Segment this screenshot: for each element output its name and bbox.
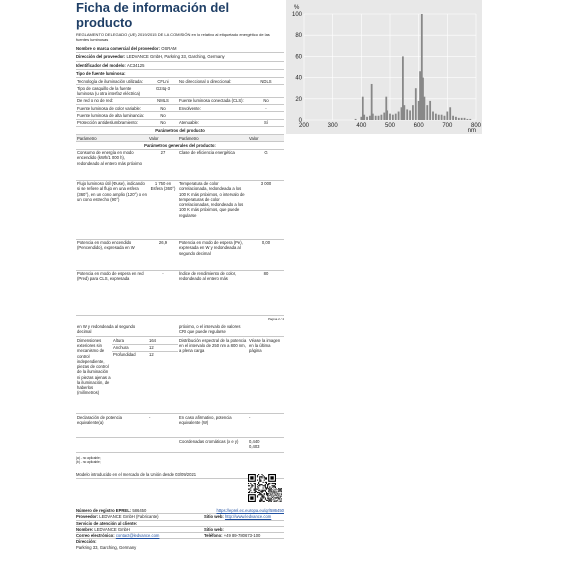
spectrum-bar — [461, 118, 463, 120]
spectrum-bar — [469, 119, 471, 120]
product-params-table — [76, 150, 284, 316]
spectrum-bar — [424, 97, 426, 120]
type-row-label: Tipo de casquillo de la fuente luminosa (u otra interfaz eléctrica) — [77, 85, 141, 96]
eprel-link[interactable]: https://eprel.ec.europa.eu/qr/586450 — [216, 508, 284, 513]
dimension-value: 12 — [149, 352, 154, 358]
model-row — [76, 62, 284, 70]
param-value-2: G — [264, 150, 268, 155]
provider-label: Proveedor: — [76, 514, 99, 520]
dimension-row — [112, 352, 178, 358]
type-row-value: CFLni — [157, 78, 169, 84]
spectrum-bar — [369, 116, 371, 120]
spectrum-bar — [458, 118, 460, 120]
type-row — [76, 98, 284, 105]
page-number: Página 2 / 4 — [267, 316, 284, 321]
spectrum-bar — [441, 115, 443, 120]
spectrum-bar — [409, 110, 411, 120]
spectrum-bar — [366, 117, 368, 120]
eprel-value: 586450 — [132, 508, 147, 513]
chromaticity-values — [248, 438, 284, 452]
y-tick-label: 20 — [295, 96, 302, 103]
dimension-name: Altura — [113, 337, 124, 343]
x-tick-label: 200 — [298, 123, 310, 129]
param-value: 27 — [160, 150, 166, 155]
x-tick-label: 500 — [384, 123, 396, 129]
type-row-label: De red o no de red: — [77, 98, 114, 104]
type-row-value-2: - — [265, 105, 267, 111]
footnotes — [76, 456, 284, 464]
market-intro: Modelo introducido en el mercado de la Unión desde 03/09/2021 — [76, 472, 284, 479]
col-value-1: Valor — [149, 135, 159, 141]
type-row-label: Tecnología de iluminación utilizada: — [77, 78, 143, 84]
spectrum-bar — [378, 116, 380, 120]
x-tick-label: 700 — [442, 123, 453, 129]
type-row-label-2: Atenuable: — [179, 120, 200, 125]
spectrum-bar — [392, 115, 394, 120]
param-row — [76, 240, 284, 271]
param-label: Potencia en modo de espera en red (Pred) para CLS, expresada — [77, 271, 144, 282]
type-row-label-2: No direccional o direccional: — [179, 78, 232, 84]
supplier-brand-row — [76, 45, 284, 53]
declaration-row — [76, 414, 284, 438]
spectrum-bar — [435, 114, 437, 120]
type-row-value: No — [160, 112, 166, 118]
phone-label: Teléfono: — [204, 533, 223, 538]
y-tick-label: 100 — [291, 12, 302, 18]
address-value: LEDVANCE GmbH, Parkring 33, Garching, Germany — [126, 54, 225, 60]
x-tick-label: 600 — [413, 123, 424, 129]
product-info-sheet — [76, 0, 284, 550]
spectral-chart — [286, 0, 482, 134]
email-label: Correo electrónico: — [76, 533, 115, 538]
type-row-value: G24q-3 — [156, 85, 170, 91]
address-label-footer: Dirección: — [76, 539, 97, 545]
chromaticity-row — [76, 438, 284, 453]
spectrum-bar — [426, 105, 428, 120]
continued-row — [76, 323, 284, 337]
customer-service-label: Servicio de atención al cliente: — [76, 521, 284, 527]
y-tick-label: 60 — [295, 54, 302, 61]
dimension-value: 164 — [149, 337, 156, 343]
y-axis-unit-label: % — [294, 5, 300, 11]
light-source-type-row — [76, 70, 284, 78]
spectrum-bar — [464, 118, 466, 120]
type-row-label-2 — [178, 85, 248, 97]
spectrum-bar — [438, 115, 440, 120]
continued-right-value — [248, 323, 284, 336]
chromaticity-empty-value — [148, 438, 178, 452]
regulation-text: REGLAMENTO DELEGADO (UE) 2019/2015 DE LA COMISIÓN en lo relativo al etiquetado energético de las fuentes luminosas — [76, 32, 270, 42]
website-label: Sitio web: — [204, 514, 224, 520]
qr-code-small[interactable] — [268, 488, 282, 502]
address-label: Dirección del proveedor: — [76, 54, 126, 60]
spectrum-bar — [386, 110, 388, 120]
continued-left: en W y redondeada al segundo decimal — [77, 323, 136, 334]
model-value: AC34125 — [126, 62, 145, 68]
general-params-title — [76, 142, 284, 149]
param-label-2: Clase de eficiencia energética — [179, 150, 235, 155]
type-row — [76, 112, 284, 119]
spectrum-bar — [375, 116, 377, 120]
type-row — [76, 120, 284, 127]
declaration-value: - — [149, 414, 151, 420]
dimension-value: 12 — [149, 345, 154, 350]
general-params-text: Parámetros generales del producto: — [144, 142, 216, 148]
brand-value: OSRAM — [161, 46, 177, 51]
footnote-a: (a) - no aplicable; — [76, 456, 101, 461]
spectrum-bar — [398, 112, 400, 120]
param-value-2: 80 — [263, 271, 269, 276]
x-tick-label: 800 — [470, 123, 482, 129]
spectrum-bar — [395, 114, 397, 120]
dimensions-label: Dimensiones exteriores sin mecanismo de control independiente, piezas de control de la iluminación ni piezas ajenas a la iluminación, de haberlos (milímetros) — [77, 337, 111, 396]
x-tick-label: 400 — [356, 123, 367, 129]
chromaticity-label: Coordenadas cromáticas (x e y) — [179, 438, 239, 444]
phone-value: +49 89-780673-100 — [223, 533, 261, 538]
spectrum-bar — [444, 116, 446, 120]
continued-left-value — [148, 323, 178, 336]
continued-right: próximo, o el intervalo de valores CRI que puede regularse — [179, 323, 241, 334]
footnote-b: (b) - no aplicable; — [76, 460, 101, 465]
param-value: 26,9 — [158, 240, 168, 245]
y-tick-label: 40 — [295, 75, 302, 82]
type-row-value-2: Sí — [264, 120, 268, 125]
type-row — [76, 78, 284, 85]
param-value-2: 3 000 — [260, 181, 272, 186]
type-row-label: Protección antideslumbramiento: — [77, 120, 138, 125]
chromaticity-empty-left — [76, 438, 148, 452]
spectrum-bar — [355, 119, 357, 120]
equivalent-power-label: En caso afirmativo, potencia equivalente (W) — [179, 414, 232, 425]
spectrum-bar — [403, 105, 405, 120]
light-source-type-table — [76, 78, 284, 127]
type-row — [76, 105, 284, 112]
param-value: 1 750 en Esfera (360°) — [150, 181, 176, 192]
type-row-value: No — [160, 105, 166, 111]
param-label-2: Potencia en modo de espera (Pe), expresada en W y redondeada al segundo decimal — [179, 240, 243, 256]
declaration-label: Declaración de potencia equivalente(a) — [77, 414, 122, 425]
spectrum-bar — [449, 107, 451, 120]
col-param-1: Parámetro — [77, 135, 97, 141]
name-value: LEDVANCE GmbH — [94, 526, 130, 532]
spectrum-bar — [412, 105, 414, 120]
param-label-2: Índice de rendimiento de color, redondeado al entero más — [179, 271, 237, 282]
type-row-label-2: Envolvente: — [179, 105, 201, 111]
dimension-row — [112, 345, 178, 352]
type-label: Tipo de fuente luminosa: — [76, 70, 126, 76]
spectral-distribution-label: Distribución espectral de la potencia en el intervalo de 250 nm a 800 nm, a plena carga — [179, 337, 247, 354]
spectrum-bar — [363, 115, 365, 120]
type-row-label: Fuente luminosa de color variable: — [77, 105, 142, 111]
address-value-footer: Parkring 33, Garching, Germany — [76, 544, 137, 550]
spectrum-bar — [381, 115, 383, 120]
y-tick-label: 80 — [295, 33, 302, 40]
x-axis-unit-label: nm — [467, 128, 476, 134]
email-link[interactable]: contact@ledvance.com — [115, 533, 160, 538]
dimensions-subtable — [112, 337, 178, 413]
params-section-title — [76, 127, 284, 135]
x-tick-label: 300 — [327, 123, 338, 129]
type-row-value-2: No — [263, 98, 269, 104]
type-row-value-2: NDLS — [260, 78, 272, 84]
spectrum-bar — [419, 71, 421, 120]
type-row-value-2 — [248, 112, 284, 118]
spectrum-bar — [455, 117, 457, 120]
type-row — [76, 85, 284, 98]
chromaticity-y: 0,403 — [249, 444, 260, 449]
provider-value: LEDVANCE GmbH (Fabricante) — [99, 514, 159, 520]
spectral-chart-panel — [286, 0, 482, 134]
param-label: Potencia en modo encendido (Pencendido), expresada en W — [77, 240, 135, 251]
type-row-label: Fuente luminosa de alta luminancia: — [77, 112, 145, 118]
name-label: Nombre: — [76, 526, 94, 532]
spectrum-bar — [383, 113, 385, 120]
spectrum-bar — [467, 119, 469, 120]
eprel-label: Número de registro EPREL: — [76, 508, 132, 513]
type-row-label-2 — [178, 112, 248, 118]
dimension-name: Anchura — [113, 345, 129, 350]
spectrum-bar — [429, 101, 431, 120]
spectrum-bar — [415, 88, 417, 120]
dimensions-row — [76, 337, 284, 414]
col-value-2: Valor — [249, 135, 259, 141]
spectrum-bar — [432, 112, 434, 120]
spectrum-bar — [389, 114, 391, 120]
param-value: - — [162, 271, 164, 276]
dimension-row — [112, 337, 178, 344]
col-param-2: Parámetro — [179, 135, 199, 141]
dimension-name: Profundidad — [113, 352, 136, 358]
param-label: Consumo de energía en modo encendido (kWh/1 000 h), redondeado al entero más próximo — [77, 150, 142, 166]
spectral-distribution-value: Véase la imagen en la última página — [249, 337, 281, 354]
param-row — [76, 181, 284, 240]
page-title: Ficha de información del producto — [76, 0, 230, 30]
params-title-text: Parámetros del producto — [155, 127, 205, 133]
param-value-2: 0,00 — [261, 240, 271, 245]
param-label-2: Temperatura de color correlacionada, redondeada a los 100 K más próximos, o intervalo de temperaturas de color correlacionadas, redondeado a los 100 K más próximos, que puede regularse — [179, 181, 245, 218]
type-row-value: No — [160, 120, 166, 125]
spectrum-bar — [372, 114, 374, 120]
website-link[interactable]: http://www.ledvance.com — [224, 514, 272, 520]
chromaticity-x: 0,440 — [249, 438, 260, 444]
spectrum-bar — [446, 112, 448, 120]
type-row-value: NMLS — [157, 98, 169, 104]
params-column-headers — [76, 135, 284, 142]
spectrum-bar — [452, 116, 454, 120]
param-row — [76, 150, 284, 181]
type-row-value-2 — [248, 85, 284, 97]
y-tick-label: 0 — [298, 118, 302, 124]
equivalent-power-value: - — [249, 414, 251, 420]
web2-label: Sitio web: — [204, 526, 224, 532]
supplier-address-row — [76, 53, 284, 61]
param-label: Flujo luminoso útil (Φuse), indicando si se refiere al flujo en una esfera (360°), en un cono amplio (120°) o en un cono estrecho (90°) — [77, 181, 147, 202]
spectrum-bar — [406, 109, 408, 120]
model-label: Identificador del modelo: — [76, 62, 126, 68]
footer-details — [76, 508, 284, 550]
param-row — [76, 271, 284, 316]
type-row-label-2: Fuente luminosa conectada (CLS): — [179, 98, 244, 104]
brand-label: Nombre o marca comercial del proveedor: — [76, 46, 161, 51]
